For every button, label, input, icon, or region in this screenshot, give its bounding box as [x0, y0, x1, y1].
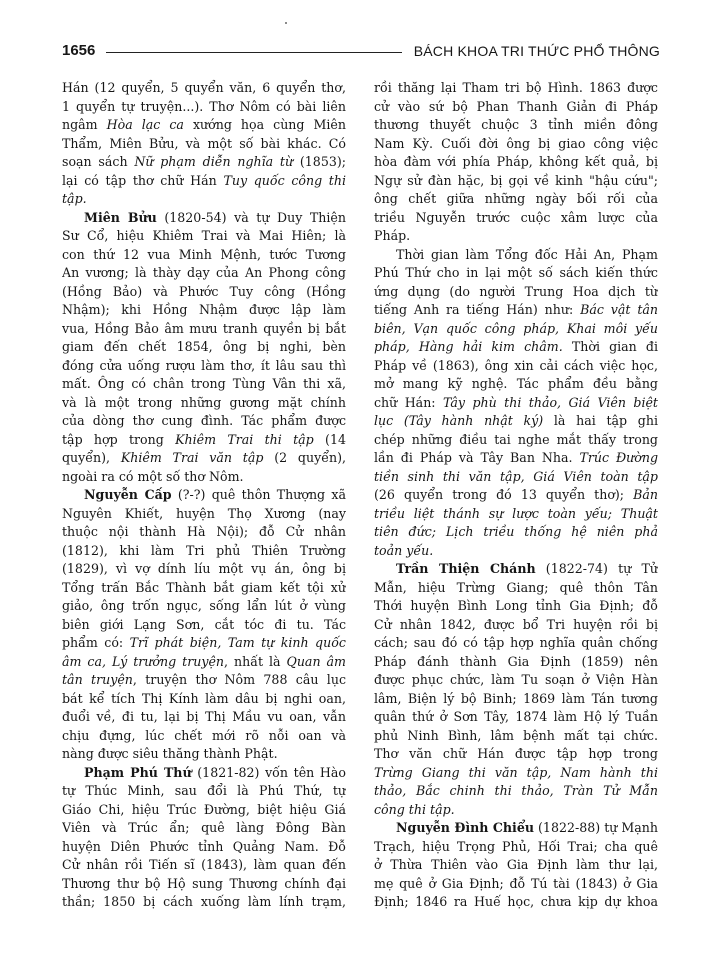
text-line: thương thuyết chuộc 3 tỉnh miền đông	[374, 117, 658, 132]
text-line: Tổng trấn Bắc Thành bắt giam kết tội xử	[62, 579, 346, 595]
text-line: An vương; là thày dạy của An Phong công	[62, 265, 346, 280]
text-line: đuổi về, đi tu, lại bị Thị Mầu vu oan, vẫn	[62, 709, 346, 724]
text-line: công thi tập.	[374, 801, 455, 817]
text-line: Trừng Giang thi văn tập, Nam hành thi	[374, 764, 658, 780]
text-line: lại có tập thơ chữ Hán Tuy quốc công thi	[62, 172, 346, 188]
text-line: Trạch, hiệu Trọng Phủ, Hối Trai; cha quê	[374, 838, 658, 854]
text-line: của dòng thơ cung đình. Tác phẩm được	[62, 413, 346, 428]
text-line: mở mang kỹ nghệ. Tác phẩm đều bằng	[374, 376, 658, 391]
text-line: rồi thăng lại Tham tri bộ Hình. 1863 được	[374, 80, 658, 95]
text-line: Giáo Chi, hiệu Trúc Đường, biệt hiệu Giá	[62, 801, 346, 817]
text-line: Nhậm); khi Hồng Nhậm được lập làm	[62, 302, 346, 317]
text-line: Mẫn, hiệu Trừng Giang; quê thôn Tân	[374, 579, 658, 595]
text-line: ứng dụng (do người Trung Hoa dịch từ	[374, 283, 658, 299]
text-line: giam đến chết 1854, ông bị nghi, bèn	[62, 339, 346, 354]
text-line: Phạm Phú Thứ (1821-82) vốn tên Hào	[84, 764, 346, 780]
left-column	[62, 79, 346, 912]
text-line: tiền sinh thi văn tập, Giá Viên toàn tập	[374, 468, 658, 484]
text-line: ở Thừa Thiên vào Gia Định làm thư lại,	[374, 857, 658, 872]
text-line: bát kể tích Thị Kính làm dâu bị nghi oan,	[62, 690, 346, 706]
text-line: tiên đức; Lịch triều thống hệ niên phả	[374, 524, 658, 539]
text-line: quân thứ ở Sơn Tây, 1874 làm Hộ lý Tuần	[374, 709, 658, 724]
text-line: nàng được siêu thăng thành Phật.	[62, 746, 278, 761]
text-line: lần đi Pháp và Tây Ban Nha. Trúc Đường	[374, 450, 658, 465]
text-line: đóng cửa uống rượu làm thơ, ít lâu sau thì	[62, 357, 346, 373]
text-line: huyện Diên Phước tỉnh Quảng Nam. Đỗ	[62, 838, 346, 854]
text-line: Phú Thứ cho in lại một số sách kiến thức	[374, 265, 658, 280]
text-line: Nam Kỳ. Cuối đời ông bị giao công việc	[374, 135, 658, 151]
text-line: (26 quyển trong đó 13 quyển thơ); Bản	[374, 487, 658, 502]
text-line: ngâm Hòa lạc ca xướng họa cùng Miên	[62, 117, 346, 132]
text-line: triều Nguyễn trước cuộc xâm lược của	[374, 209, 658, 225]
text-line: Nguyên Khiết, huyện Thọ Xương (nay	[62, 505, 346, 521]
text-line: Pháp.	[374, 228, 411, 243]
text-line: hòa đàm với phía Pháp, không kết quả, bị	[374, 154, 658, 169]
text-line: triều liệt thánh sự lược toàn yếu; Thuật	[374, 505, 658, 521]
text-line: Cử nhân rồi Tiến sĩ (1843), làm quan đến	[62, 857, 346, 872]
text-line: ông chết giữa những ngày bối rối của	[374, 191, 658, 206]
text-line: ngoài ra có một số thơ Nôm.	[62, 468, 244, 484]
text-line: cử vào sứ bộ Phan Thanh Giản đi Pháp	[374, 98, 658, 114]
text-line: toản yếu.	[374, 542, 434, 558]
text-line: Thẩm, Miên Bửu, và một số bài khác. Có	[62, 135, 346, 151]
text-line: Hán (12 quyển, 5 quyển văn, 6 quyển thơ,	[62, 80, 346, 95]
text-line: Cử nhân 1842, được bổ Tri huyện rồi bị	[374, 616, 658, 632]
text-line: âm ca, Lý trưởng truyện, nhất là Quan âm	[62, 653, 346, 669]
text-line: Trần Thiện Chánh (1822-74) tự Tử	[396, 561, 658, 576]
text-line: (Hồng Bảo) và Phước Tuy công (Hồng	[62, 283, 346, 299]
text-line: thảo, Bắc chinh thi thảo, Tràn Tử Mẫn	[374, 783, 658, 798]
text-line: 1 quyển tự truyện...). Thơ Nôm có bài liên	[62, 98, 346, 114]
text-line: (1829), vì vợ dính líu một vụ án, ông bị	[62, 561, 346, 576]
text-line: (1812), khi làm Tri phủ Thiên Trường	[62, 542, 346, 558]
text-line: tiếng Anh ra tiếng Hán) như: Bác vật tân	[374, 302, 658, 317]
text-line: lục (Tây hành nhật ký) là hai tập ghi	[374, 413, 658, 428]
text-line: tập hợp trong Khiêm Trai thi tập (14	[62, 431, 346, 447]
text-line: biên, Vạn quốc công pháp, Khai môi yếu	[374, 320, 658, 336]
text-line: vua, Hồng Bảo âm mưu tranh quyền bị bắt	[62, 320, 346, 336]
text-line: cách; sau đó có tập hợp nghĩa quân chống	[374, 635, 658, 650]
header-rule	[106, 52, 402, 53]
text-line: biên giới Lạng Sơn, cắt tóc đi tu. Tác	[62, 616, 346, 632]
text-line: Miên Bửu (1820-54) và tự Duy Thiện	[84, 209, 346, 225]
text-line: con thứ 12 vua Minh Mệnh, tước Tương	[62, 246, 346, 262]
page-number: 1656	[62, 42, 96, 59]
text-line: Thơ văn chữ Hán được tập hợp trong	[374, 746, 658, 761]
text-line: giảo, ông trốn ngục, sống lẩn lút ở vùng	[62, 598, 346, 613]
text-line: Ngự sử đàn hặc, bị gọi về kinh "hậu cứu";	[374, 172, 658, 188]
text-line: Pháp đánh thành Gia Định (1859) nên	[374, 653, 658, 669]
text-line: tự Thúc Minh, sau đổi là Phú Thứ, tự	[62, 783, 346, 798]
text-line: và là một trong những gương mặt chính	[62, 394, 346, 410]
text-line: Thương thư bộ Hộ sung Thương chính đại	[62, 875, 346, 891]
text-line: Thời gian làm Tổng đốc Hải An, Phạm	[396, 246, 658, 262]
text-line: Thới huyện Bình Long tỉnh Gia Định; đỗ	[374, 598, 658, 613]
text-line: được phục chức, làm Tu soạn ở Viện Hàn	[374, 672, 658, 687]
text-line: Nguyễn Đình Chiểu (1822-88) tự Mạnh	[396, 820, 658, 835]
text-line: mẹ quê ở Gia Định; đỗ Tú tài (1843) ở Gia	[374, 875, 658, 891]
text-line: phủ Ninh Bình, lâm bệnh mất tại chức.	[374, 727, 658, 743]
text-line: chép những điều tai nghe mắt thấy trong	[374, 431, 658, 447]
scan-speck	[285, 22, 287, 24]
right-column	[374, 79, 658, 912]
text-line: chịu đựng, lúc chết mới rõ nỗi oan và	[62, 727, 346, 743]
running-title: BÁCH KHOA TRI THỨC PHỔ THÔNG	[413, 43, 660, 59]
text-line: Nguyễn Cấp (?-?) quê thôn Thượng xã	[84, 487, 346, 502]
text-line: Định; 1846 ra Huế học, chưa kịp dự khoa	[374, 894, 658, 909]
text-line: lâm, Biện lý bộ Binh; 1869 làm Tán tương	[374, 690, 658, 706]
text-line: quyển), Khiêm Trai văn tập (2 quyển),	[62, 450, 346, 465]
text-line: mất. Ông có chân trong Tùng Vân thi xã,	[62, 376, 346, 391]
text-line: tân truyện, truyện thơ Nôm 788 câu lục	[62, 672, 346, 687]
text-line: phẩm có: Trĩ phát biện, Tam tự kinh quốc	[62, 635, 346, 650]
text-line: Viên và Trúc ẩn; quê làng Đông Bàn	[62, 820, 346, 835]
page-header	[62, 41, 660, 61]
text-line: Sư Cổ, hiệu Khiêm Trai và Mai Hiên; là	[62, 228, 346, 243]
text-line: thần; 1850 bị cách xuống làm lính trạm,	[62, 894, 346, 909]
text-line: chữ Hán: Tây phù thi thảo, Giá Viên biệt	[374, 394, 658, 410]
text-line: Pháp về (1863), ông xin cải cách việc học,	[374, 357, 658, 373]
text-line: pháp, Hàng hải kim châm. Thời gian đi	[374, 339, 658, 354]
text-line: soạn sách Nữ phạm diễn nghĩa từ (1853);	[62, 154, 346, 169]
text-line: tập.	[62, 191, 87, 206]
text-line: thuộc nội thành Hà Nội); đỗ Cử nhân	[62, 524, 346, 539]
